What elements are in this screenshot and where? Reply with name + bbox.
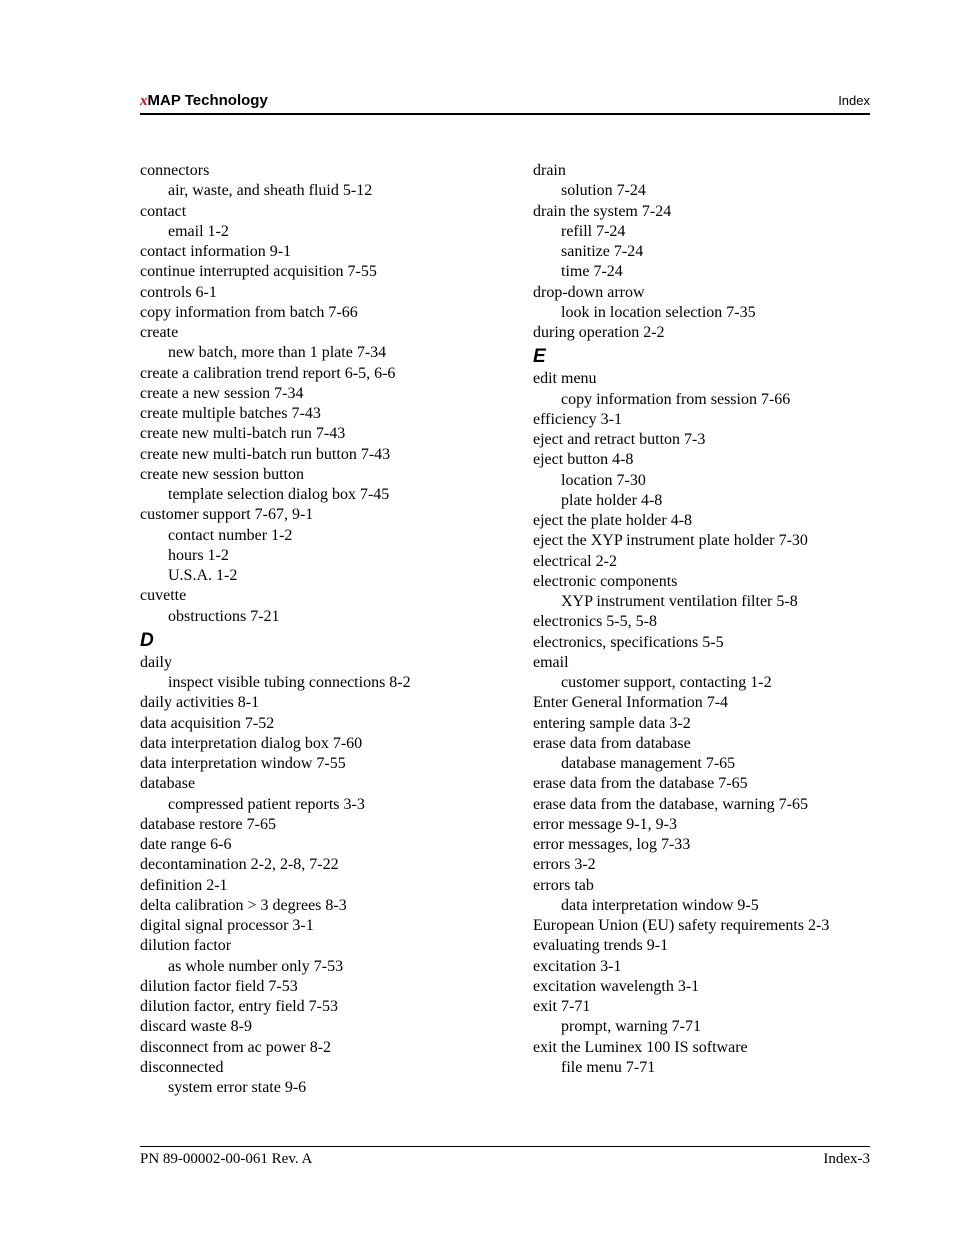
index-entry: edit menu [533, 370, 597, 388]
index-subentry: XYP instrument ventilation filter 5-8 [561, 593, 798, 610]
index-entry: dilution factor, entry field 7-53 [140, 998, 338, 1015]
index-column-right [533, 161, 893, 1078]
index-subentry: as whole number only 7-53 [168, 957, 344, 975]
index-entry: create new multi-batch run 7-43 [140, 425, 346, 443]
index-column-left [140, 161, 500, 1098]
index-entry: electronic components [533, 572, 678, 590]
index-entry: electrical 2-2 [533, 552, 617, 570]
section-letter: E [533, 346, 546, 368]
index-entry: efficiency 3-1 [533, 410, 622, 428]
index-subentry: U.S.A. 1-2 [168, 567, 238, 584]
index-subentry: solution 7-24 [561, 182, 646, 200]
index-entry: erase data from database [533, 734, 691, 752]
index-entry: daily [140, 653, 172, 671]
header-rule [140, 113, 870, 115]
index-subentry: refill 7-24 [561, 222, 626, 240]
index-entry: entering sample data 3-2 [533, 714, 691, 732]
index-entry: exit 7-71 [533, 998, 591, 1015]
index-entry: errors 3-2 [533, 856, 596, 874]
index-entry: contact information 9-1 [140, 243, 292, 260]
index-entry: drop-down arrow [533, 283, 645, 301]
index-entry: disconnect from ac power 8-2 [140, 1038, 332, 1056]
index-subentry: email 1-2 [168, 222, 229, 240]
index-entry: exit the Luminex 100 IS software [533, 1038, 748, 1056]
index-entry: discard waste 8-9 [140, 1018, 252, 1036]
index-subentry: obstructions 7-21 [168, 607, 280, 625]
index-entry: eject the plate holder 4-8 [533, 512, 693, 529]
index-entry: erase data from the database 7-65 [533, 775, 748, 793]
index-entry: European Union (EU) safety requirements 2-3 [533, 917, 830, 934]
index-entry: drain the system 7-24 [533, 202, 672, 220]
index-entry: create new multi-batch run button 7-43 [140, 445, 391, 463]
index-subentry: look in location selection 7-35 [561, 303, 756, 321]
index-entry: continue interrupted acquisition 7-55 [140, 263, 377, 281]
section-title: Index [838, 93, 870, 108]
index-entry: excitation 3-1 [533, 957, 622, 975]
part-number: PN 89-00002-00-061 Rev. A [140, 1151, 313, 1167]
index-entry: copy information from batch 7-66 [140, 303, 358, 321]
index-entry: cuvette [140, 587, 187, 605]
brand-x: x [140, 93, 148, 109]
index-entry: data interpretation window 7-55 [140, 755, 346, 772]
index-entry: create multiple batches 7-43 [140, 405, 321, 422]
index-entry: database restore 7-65 [140, 815, 276, 833]
index-entry: delta calibration > 3 degrees 8-3 [140, 896, 347, 914]
brand-title [140, 92, 268, 110]
index-entry: definition 2-1 [140, 876, 228, 894]
page-header [140, 91, 870, 113]
index-entry: data interpretation dialog box 7-60 [140, 734, 363, 752]
index-subentry: inspect visible tubing connections 8-2 [168, 674, 411, 691]
index-subentry: data interpretation window 9-5 [561, 896, 759, 914]
index-entry: digital signal processor 3-1 [140, 917, 314, 934]
index-entry: create a calibration trend report 6-5, 6-6 [140, 364, 396, 382]
index-entry: create [140, 324, 179, 341]
index-entry: error messages, log 7-33 [533, 836, 691, 853]
page-number: Index-3 [823, 1151, 870, 1167]
index-subentry: plate holder 4-8 [561, 491, 663, 509]
index-subentry: system error state 9-6 [168, 1079, 307, 1096]
index-entry: data acquisition 7-52 [140, 714, 275, 732]
index-entry: eject and retract button 7-3 [533, 431, 706, 448]
index-subentry: contact number 1-2 [168, 526, 293, 544]
index-entry: eject the XYP instrument plate holder 7-30 [533, 532, 808, 550]
index-entry: connectors [140, 162, 210, 179]
index-entry: email [533, 653, 569, 671]
section-letter: D [140, 629, 154, 651]
index-entry: create a new session 7-34 [140, 384, 304, 402]
footer-rule [140, 1146, 870, 1147]
index-entry: during operation 2-2 [533, 324, 665, 341]
index-subentry: compressed patient reports 3-3 [168, 795, 365, 813]
index-subentry: location 7-30 [561, 471, 646, 489]
index-subentry: prompt, warning 7-71 [561, 1018, 701, 1036]
index-subentry: sanitize 7-24 [561, 243, 644, 260]
index-entry: controls 6-1 [140, 283, 217, 301]
index-subentry: template selection dialog box 7-45 [168, 486, 390, 503]
index-entry: database [140, 775, 196, 793]
index-subentry: air, waste, and sheath fluid 5-12 [168, 182, 373, 200]
brand-name: MAP Technology [147, 92, 268, 109]
index-entry: dilution factor field 7-53 [140, 977, 298, 995]
index-entry: drain [533, 162, 566, 179]
index-entry: excitation wavelength 3-1 [533, 977, 700, 995]
index-subentry: new batch, more than 1 plate 7-34 [168, 344, 387, 362]
index-entry: daily activities 8-1 [140, 694, 260, 712]
index-entry: contact [140, 202, 187, 220]
index-subentry: database management 7-65 [561, 755, 736, 772]
index-entry: electronics, specifications 5-5 [533, 633, 724, 651]
index-entry: error message 9-1, 9-3 [533, 815, 677, 833]
index-subentry: copy information from session 7-66 [561, 390, 791, 408]
index-entry: erase data from the database, warning 7-65 [533, 795, 808, 813]
index-entry: electronics 5-5, 5-8 [533, 613, 657, 631]
index-entry: evaluating trends 9-1 [533, 937, 669, 955]
index-entry: Enter General Information 7-4 [533, 694, 729, 712]
index-entry: eject button 4-8 [533, 451, 634, 469]
index-entry: dilution factor [140, 937, 232, 955]
index-entry: customer support 7-67, 9-1 [140, 506, 314, 524]
index-subentry: hours 1-2 [168, 546, 229, 564]
index-entry: create new session button [140, 465, 304, 483]
index-entry: date range 6-6 [140, 836, 232, 853]
index-entry: decontamination 2-2, 2-8, 7-22 [140, 856, 339, 874]
index-entry: disconnected [140, 1058, 224, 1076]
index-subentry: customer support, contacting 1-2 [561, 674, 772, 691]
index-subentry: time 7-24 [561, 263, 623, 281]
index-entry: errors tab [533, 876, 594, 894]
index-subentry: file menu 7-71 [561, 1058, 656, 1076]
